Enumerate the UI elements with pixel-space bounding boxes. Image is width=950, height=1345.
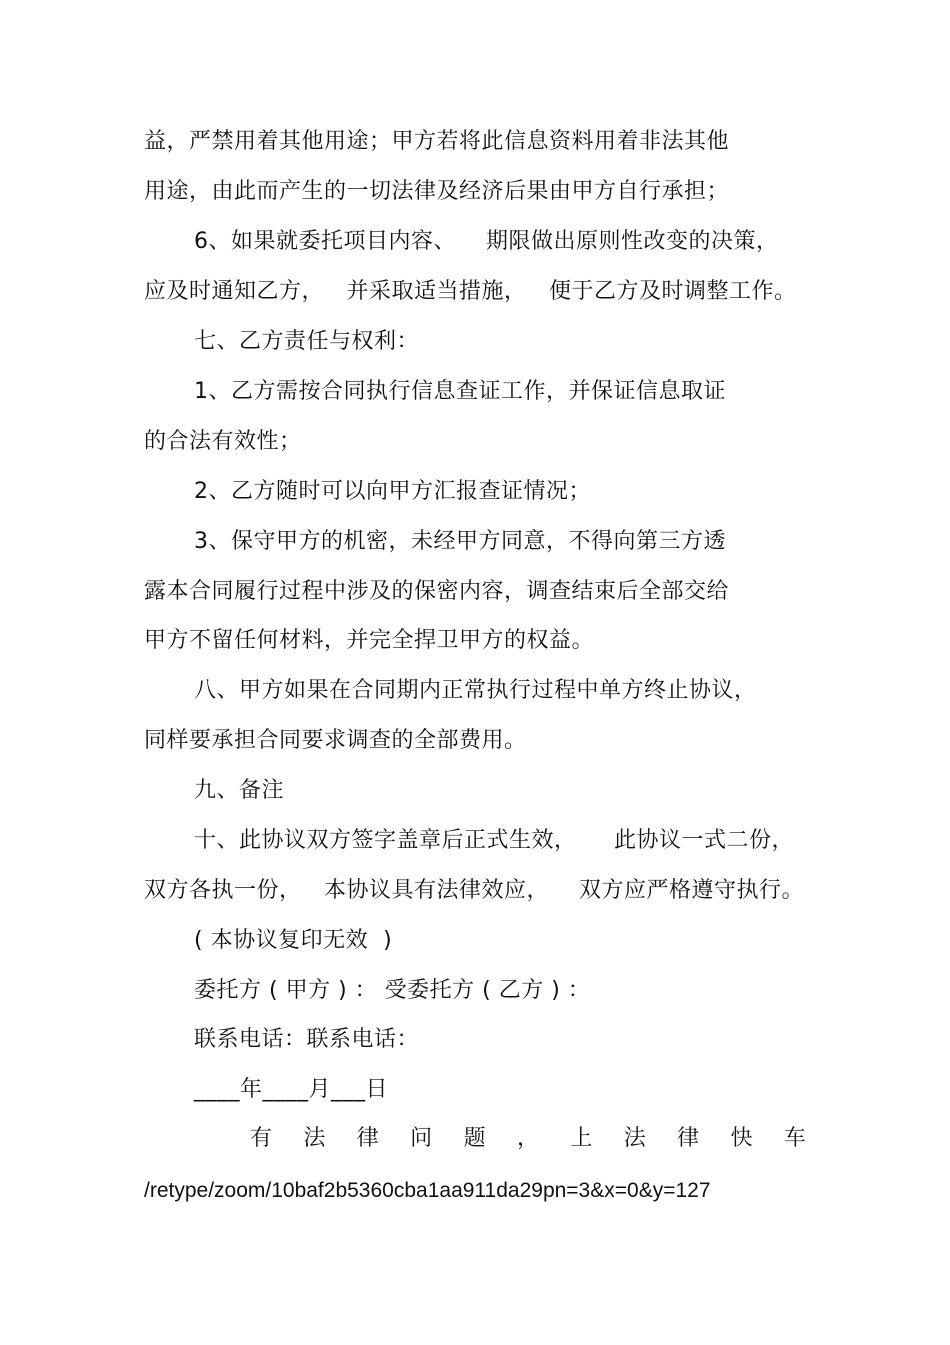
text-line-1: 益，严禁用着其他用途；甲方若将此信息资料用着非法其他 — [144, 129, 730, 154]
footer-char: 车 — [783, 1126, 806, 1151]
footer-url: /retype/zoom/10baf2b5360cba1aa911da29pn=3&x=0&y=127 — [144, 1179, 711, 1202]
clause-7-3: 3、保守甲方的机密，未经甲方同意，不得向第三方透 — [194, 529, 726, 554]
footer-char: 题 — [463, 1126, 486, 1151]
text-line-10: 露本合同履行过程中涉及的保密内容，调查结束后全部交给 — [144, 579, 730, 604]
section-9: 九、备注 — [194, 778, 285, 803]
footer-char: 律 — [677, 1126, 700, 1151]
date-line: ____年____月___日 — [194, 1077, 389, 1102]
footer-char: 上 — [570, 1126, 593, 1151]
contact-phone-labels: 联系电话：联系电话： — [194, 1027, 420, 1052]
clause-6: 6、如果就委托项目内容、 期限做出原则性改变的决策， — [194, 229, 779, 254]
section-10: 十、此协议双方签字盖章后正式生效， 此协议一式二份， — [194, 828, 794, 853]
footer-char: ， — [516, 1126, 539, 1151]
party-labels: 委托方 ( 甲方 ) ： 受委托方 ( 乙方 ) ： — [194, 978, 591, 1003]
text-line-7: 的合法有效性； — [144, 429, 302, 454]
footer-char: 法 — [623, 1126, 646, 1151]
text-line-13: 同样要承担合同要求调查的全部费用。 — [144, 728, 527, 753]
text-line-2: 用途，由此而产生的一切法律及经济后果由甲方自行承担； — [144, 179, 730, 204]
text-line-11: 甲方不留任何材料，并完全捍卫甲方的权益。 — [144, 628, 595, 653]
section-7-heading: 七、乙方责任与权利： — [194, 329, 420, 354]
clause-7-2: 2、乙方随时可以向甲方汇报查证情况； — [194, 479, 591, 504]
footer-char: 问 — [410, 1126, 433, 1151]
footer-char: 有 — [250, 1126, 273, 1151]
text-line-4: 应及时通知乙方， 并采取适当措施， 便于乙方及时调整工作。 — [144, 279, 797, 304]
text-line-16: 双方各执一份， 本协议具有法律效应， 双方应严格遵守执行。 — [144, 878, 804, 903]
footer-char: 律 — [356, 1126, 379, 1151]
footer-promo-text — [250, 1126, 806, 1152]
copy-invalid-note: ( 本协议复印无效 ) — [194, 928, 393, 953]
footer-char: 快 — [730, 1126, 753, 1151]
footer-char: 法 — [303, 1126, 326, 1151]
clause-7-1: 1、乙方需按合同执行信息查证工作，并保证信息取证 — [194, 379, 726, 404]
section-8: 八、甲方如果在合同期内正常执行过程中单方终止协议， — [194, 678, 757, 703]
